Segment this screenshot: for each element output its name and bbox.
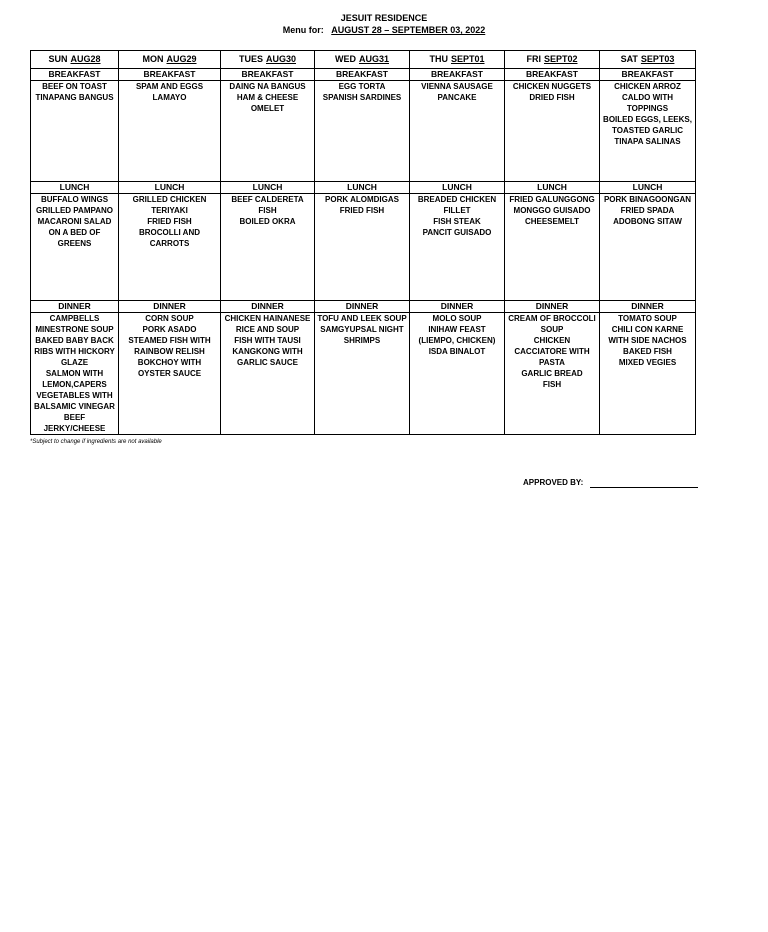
lunch-items-row: [31, 194, 696, 301]
menu-item: GRILLED CHICKEN TERIYAKI: [132, 195, 207, 215]
document-title: JESUIT RESIDENCE: [340, 13, 428, 23]
day-header: [119, 51, 221, 69]
menu-item: FISH STEAK: [433, 217, 481, 226]
menu-item: INIHAW FEAST (LIEMPO, CHICKEN): [418, 325, 496, 345]
breakfast-cell: [505, 81, 600, 182]
menu-item: SHRIMPS: [343, 336, 381, 345]
dinner-label: DINNER: [315, 301, 410, 313]
menu-item: BEEF CALDERETA FISH: [231, 195, 304, 215]
menu-item: BAKED FISH: [623, 347, 672, 356]
menu-item: SPAM AND EGGS: [135, 82, 204, 91]
approved-by-label: APPROVED BY:: [523, 478, 584, 487]
dinner-items-row: [31, 313, 696, 435]
lunch-cell: [410, 194, 505, 301]
menu-item: STEAMED FISH WITH RAINBOW RELISH: [128, 336, 211, 356]
day-name: WED: [334, 54, 356, 64]
subject-to-change-note: *Subject to change if ingredients are not available: [30, 439, 162, 445]
menu-item: GRILLED PAMPANO: [35, 206, 114, 215]
lunch-label: LUNCH: [505, 182, 600, 194]
lunch-label: LUNCH: [31, 182, 119, 194]
menu-item: DRIED FISH: [529, 93, 575, 102]
menu-item: BREADED CHICKEN FILLET: [417, 195, 497, 215]
menu-item: SAMGYUPSAL NIGHT: [320, 325, 404, 334]
menu-item: LAMAYO: [152, 93, 187, 102]
lunch-cell: [119, 194, 221, 301]
weekly-menu-table: [30, 50, 696, 435]
day-date: SEPT02: [543, 54, 578, 64]
dinner-label: DINNER: [221, 301, 315, 313]
dinner-label: DINNER: [410, 301, 505, 313]
day-date: SEPT01: [450, 54, 485, 64]
menu-item: FRIED SPADA: [620, 206, 675, 215]
menu-item: MOLO SOUP: [432, 314, 482, 323]
day-name: MON: [142, 54, 164, 64]
menu-item: PORK ALOMDIGAS: [325, 195, 399, 204]
menu-item: BAKED BABY BACK RIBS WITH HICKORY GLAZE: [34, 336, 115, 367]
dinner-cell: [315, 313, 410, 435]
breakfast-label: BREAKFAST: [505, 69, 600, 81]
dinner-cell: [410, 313, 505, 435]
menu-item: TOMATO SOUP: [618, 314, 677, 323]
day-header: [31, 51, 119, 69]
menu-item: FISH WITH TAUSI: [234, 336, 301, 345]
menu-item: CHICKEN HAINANESE RICE AND SOUP: [224, 314, 311, 334]
menu-item: BUFFALO WINGS: [40, 195, 109, 204]
day-name: FRI: [526, 54, 541, 64]
day-name: SAT: [620, 54, 638, 64]
breakfast-cell: [600, 81, 696, 182]
dinner-label-row: [31, 301, 696, 313]
day-date: AUG28: [70, 54, 101, 64]
menu-item: ADOBONG SITAW: [613, 217, 682, 226]
menu-item: PORK ASADO: [142, 325, 197, 334]
breakfast-cell: [31, 81, 119, 182]
menu-item: GARLIC BREAD: [521, 369, 583, 378]
menu-item: FISH: [542, 380, 562, 389]
lunch-cell: [505, 194, 600, 301]
day-date: AUG30: [266, 54, 297, 64]
lunch-label: LUNCH: [315, 182, 410, 194]
menu-item: CHILI CON KARNE WITH SIDE NACHOS: [608, 325, 687, 345]
breakfast-label: BREAKFAST: [119, 69, 221, 81]
day-name: TUES: [238, 54, 263, 64]
signature-line: [590, 478, 698, 488]
lunch-label: LUNCH: [221, 182, 315, 194]
menu-item: EGG TORTA: [338, 82, 386, 91]
day-header: [221, 51, 315, 69]
menu-item: MONGGO GUISADO: [513, 206, 591, 215]
menu-item: FRIED FISH: [147, 217, 192, 226]
breakfast-label: BREAKFAST: [221, 69, 315, 81]
dinner-label: DINNER: [119, 301, 221, 313]
day-date: AUG31: [358, 54, 389, 64]
day-header-row: [31, 51, 696, 69]
menu-item: PORK BINAGOONGAN: [603, 195, 692, 204]
menu-item: BOKCHOY WITH OYSTER SAUCE: [137, 358, 202, 378]
menu-for-label: Menu for:: [282, 25, 324, 35]
menu-item: TOFU AND LEEK SOUP: [317, 314, 407, 323]
dinner-cell: [119, 313, 221, 435]
menu-date-range: AUGUST 28 – SEPTEMBER 03, 2022: [331, 25, 486, 35]
dinner-label: DINNER: [600, 301, 696, 313]
menu-item: CREAM OF BROCCOLI SOUP: [508, 314, 596, 334]
lunch-cell: [31, 194, 119, 301]
menu-item: VEGETABLES WITH BALSAMIC VINEGAR: [34, 391, 115, 411]
day-header: [315, 51, 410, 69]
breakfast-cell: [410, 81, 505, 182]
menu-item: BEEF ON TOAST: [42, 82, 107, 91]
menu-item: CORN SOUP: [145, 314, 194, 323]
day-header: [410, 51, 505, 69]
menu-item: BEEF JERKY/CHEESE: [43, 413, 106, 433]
day-name: SUN: [48, 54, 68, 64]
breakfast-label: BREAKFAST: [410, 69, 505, 81]
dinner-label: DINNER: [505, 301, 600, 313]
menu-item: TINAPANG BANGUS: [35, 93, 114, 102]
lunch-cell: [221, 194, 315, 301]
dinner-label: DINNER: [31, 301, 119, 313]
menu-item: MACARONI SALAD ON A BED OF GREENS: [37, 217, 112, 248]
menu-item: CHEESEMELT: [524, 217, 580, 226]
menu-item: SALMON WITH LEMON,CAPERS: [42, 369, 107, 389]
menu-item: DAING NA BANGUS: [229, 82, 306, 91]
menu-date-line: [0, 25, 768, 36]
menu-item: CHICKEN CACCIATORE WITH PASTA: [514, 336, 590, 367]
day-name: THU: [429, 54, 448, 64]
lunch-cell: [315, 194, 410, 301]
menu-item: TINAPA SALINAS: [614, 137, 681, 146]
lunch-label: LUNCH: [600, 182, 696, 194]
menu-item: VIENNA SAUSAGE: [421, 82, 493, 91]
menu-item: BOILED OKRA: [239, 217, 296, 226]
dinner-cell: [600, 313, 696, 435]
breakfast-items-row: [31, 81, 696, 182]
breakfast-cell: [119, 81, 221, 182]
menu-item: CAMPBELLS MINESTRONE SOUP: [35, 314, 114, 334]
menu-item: FRIED FISH: [339, 206, 385, 215]
breakfast-label-row: [31, 69, 696, 81]
dinner-cell: [505, 313, 600, 435]
lunch-cell: [600, 194, 696, 301]
lunch-label: LUNCH: [119, 182, 221, 194]
breakfast-label: BREAKFAST: [31, 69, 119, 81]
lunch-label-row: [31, 182, 696, 194]
menu-item: KANGKONG WITH GARLIC SAUCE: [232, 347, 303, 367]
menu-item: ISDA BINALOT: [428, 347, 486, 356]
approved-by: [523, 477, 698, 488]
lunch-label: LUNCH: [410, 182, 505, 194]
menu-item: PANCIT GUISADO: [422, 228, 492, 237]
menu-item: HAM & CHEESE OMELET: [236, 93, 299, 113]
menu-item: PANCAKE: [437, 93, 477, 102]
menu-item: CHICKEN ARROZ CALDO WITH TOPPINGS: [614, 82, 681, 113]
day-header: [600, 51, 696, 69]
dinner-cell: [31, 313, 119, 435]
menu-item: BROCOLLI AND CARROTS: [138, 228, 201, 248]
breakfast-cell: [221, 81, 315, 182]
breakfast-label: BREAKFAST: [315, 69, 410, 81]
day-date: SEPT03: [640, 54, 675, 64]
day-header: [505, 51, 600, 69]
menu-item: BOILED EGGS, LEEKS, TOASTED GARLIC: [603, 115, 692, 135]
menu-item: SPANISH SARDINES: [322, 93, 402, 102]
breakfast-cell: [315, 81, 410, 182]
dinner-cell: [221, 313, 315, 435]
menu-item: CHICKEN NUGGETS: [512, 82, 592, 91]
menu-item: MIXED VEGIES: [618, 358, 677, 367]
menu-item: FRIED GALUNGGONG: [509, 195, 595, 204]
breakfast-label: BREAKFAST: [600, 69, 696, 81]
day-date: AUG29: [166, 54, 197, 64]
